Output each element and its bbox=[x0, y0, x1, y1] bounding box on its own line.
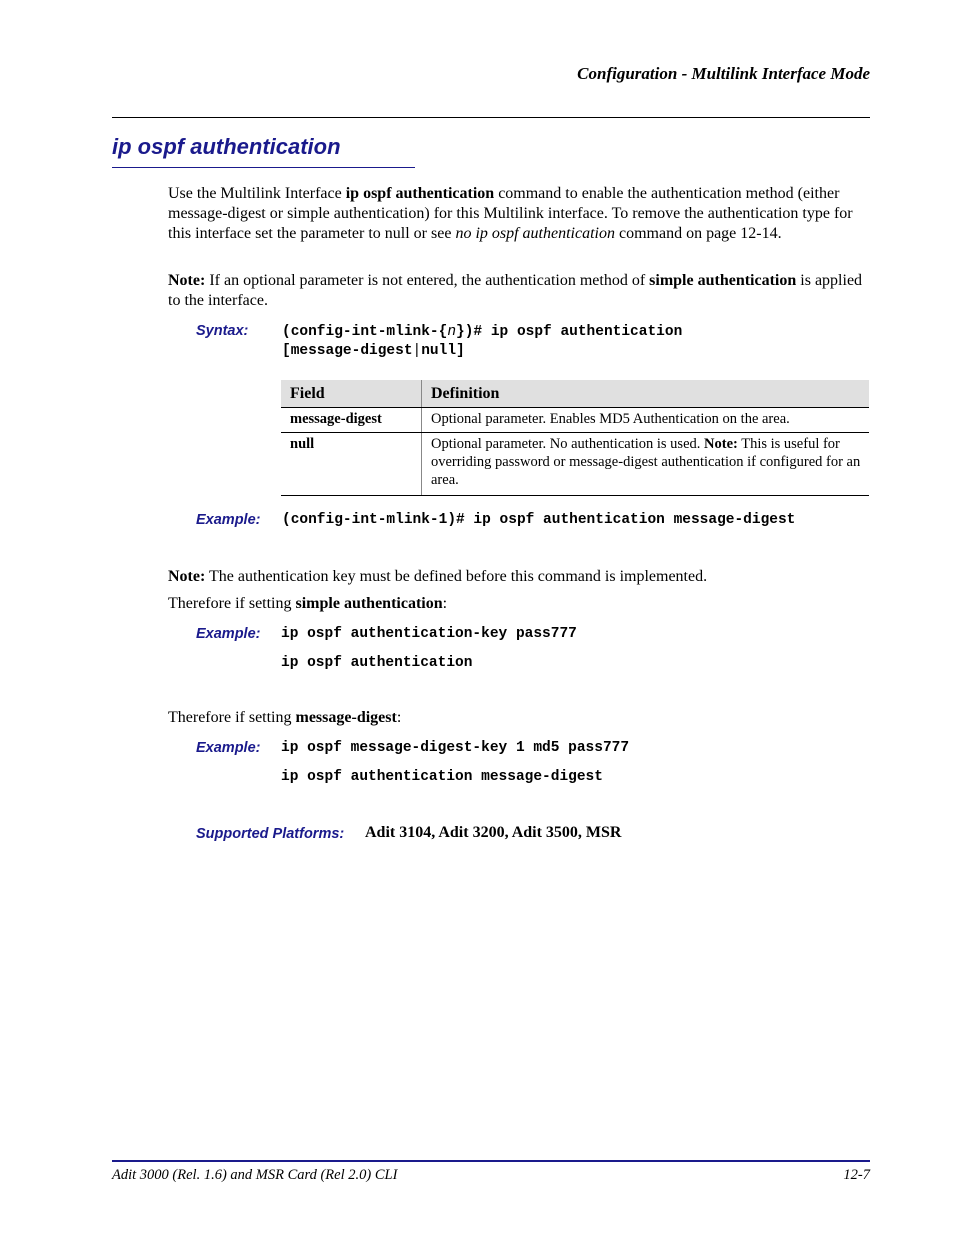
syntax-label: Syntax: bbox=[196, 323, 249, 339]
example-command: ip ospf authentication-key pass777 bbox=[281, 626, 577, 642]
intro-text: Therefore if setting bbox=[168, 709, 296, 726]
field-name bbox=[281, 433, 422, 496]
field-definition bbox=[422, 433, 870, 496]
table-header-row bbox=[281, 380, 869, 408]
table-row bbox=[281, 408, 869, 433]
intro-command: ip ospf authentication bbox=[345, 185, 495, 202]
note-label: Note: bbox=[168, 272, 206, 289]
section-title-underline bbox=[112, 167, 415, 168]
table-row bbox=[281, 433, 869, 496]
header-divider bbox=[112, 117, 870, 118]
note-paragraph bbox=[168, 271, 870, 311]
message-digest-intro bbox=[168, 708, 870, 728]
example-command: ip ospf message-digest-key 1 md5 pass777 bbox=[281, 740, 630, 756]
example-label: Example: bbox=[196, 740, 261, 756]
platforms-label: Supported Platforms: bbox=[196, 826, 345, 842]
example-label: Example: bbox=[196, 626, 261, 642]
example-command: (config-int-mlink-1)# ip ospf authentication message-digest bbox=[282, 512, 796, 528]
syntax-text: null] bbox=[421, 343, 465, 359]
page-number: 12-7 bbox=[843, 1167, 870, 1183]
section-title: ip ospf authentication bbox=[112, 134, 341, 159]
intro-text: : bbox=[442, 595, 448, 612]
note-label: Note: bbox=[168, 568, 206, 585]
syntax-text: })# ip ospf authentication bbox=[456, 324, 683, 340]
platforms-value: Adit 3104, Adit 3200, Adit 3500, MSR bbox=[365, 824, 622, 841]
note-text: The authentication key must be defined before this command is implemented. bbox=[205, 568, 708, 585]
syntax-variable: n bbox=[447, 324, 457, 340]
note-text: is applied to the interface. bbox=[168, 272, 863, 309]
syntax-separator: | bbox=[412, 343, 422, 359]
note-paragraph-2 bbox=[168, 567, 870, 587]
intro-text: command on page 12-14. bbox=[614, 225, 782, 242]
footer-divider bbox=[112, 1160, 870, 1162]
example-command: ip ospf authentication message-digest bbox=[281, 769, 603, 785]
syntax-line-1 bbox=[282, 323, 682, 342]
note-text: If an optional parameter is not entered, the authentication method of bbox=[205, 272, 650, 289]
example-command: ip ospf authentication bbox=[281, 655, 473, 671]
running-header: Configuration - Multilink Interface Mode bbox=[577, 64, 870, 83]
field-definition: Optional parameter. Enables MD5 Authentication on the area. bbox=[422, 408, 870, 433]
field-name-text: null bbox=[290, 436, 315, 452]
column-header-field: Field bbox=[281, 380, 422, 408]
intro-text: command to enable the authentication method (either message-digest or simple authentication) for this Multilink interface. To remove the authentication type for this interface set the parameter to null or see bbox=[168, 185, 853, 242]
footer-document-title: Adit 3000 (Rel. 1.6) and MSR Card (Rel 2.0) CLI bbox=[112, 1167, 398, 1183]
syntax-text: (config-int-mlink-{ bbox=[282, 324, 448, 340]
parameter-table bbox=[281, 380, 869, 496]
simple-auth-intro bbox=[168, 594, 870, 614]
intro-text: Therefore if setting bbox=[168, 595, 296, 612]
field-name bbox=[281, 408, 422, 433]
note-emphasis: simple authentication bbox=[649, 272, 797, 289]
intro-text: : bbox=[396, 709, 402, 726]
example-label: Example: bbox=[196, 512, 261, 528]
column-header-definition: Definition bbox=[422, 380, 870, 408]
syntax-line-2 bbox=[282, 342, 465, 361]
intro-emphasis: simple authentication bbox=[295, 595, 443, 612]
field-name-text: message-digest bbox=[290, 411, 382, 427]
cross-reference: no ip ospf authentication bbox=[455, 225, 615, 242]
intro-paragraph bbox=[168, 184, 870, 244]
intro-emphasis: message-digest bbox=[295, 709, 397, 726]
definition-text: Optional parameter. No authentication is used. bbox=[431, 436, 705, 452]
definition-text: This is useful for overriding password or message-digest authentication if configured for an area. bbox=[431, 436, 861, 488]
definition-note-label: Note: bbox=[704, 436, 738, 452]
syntax-text: [message-digest bbox=[282, 343, 413, 359]
intro-text: Use the Multilink Interface bbox=[168, 185, 346, 202]
